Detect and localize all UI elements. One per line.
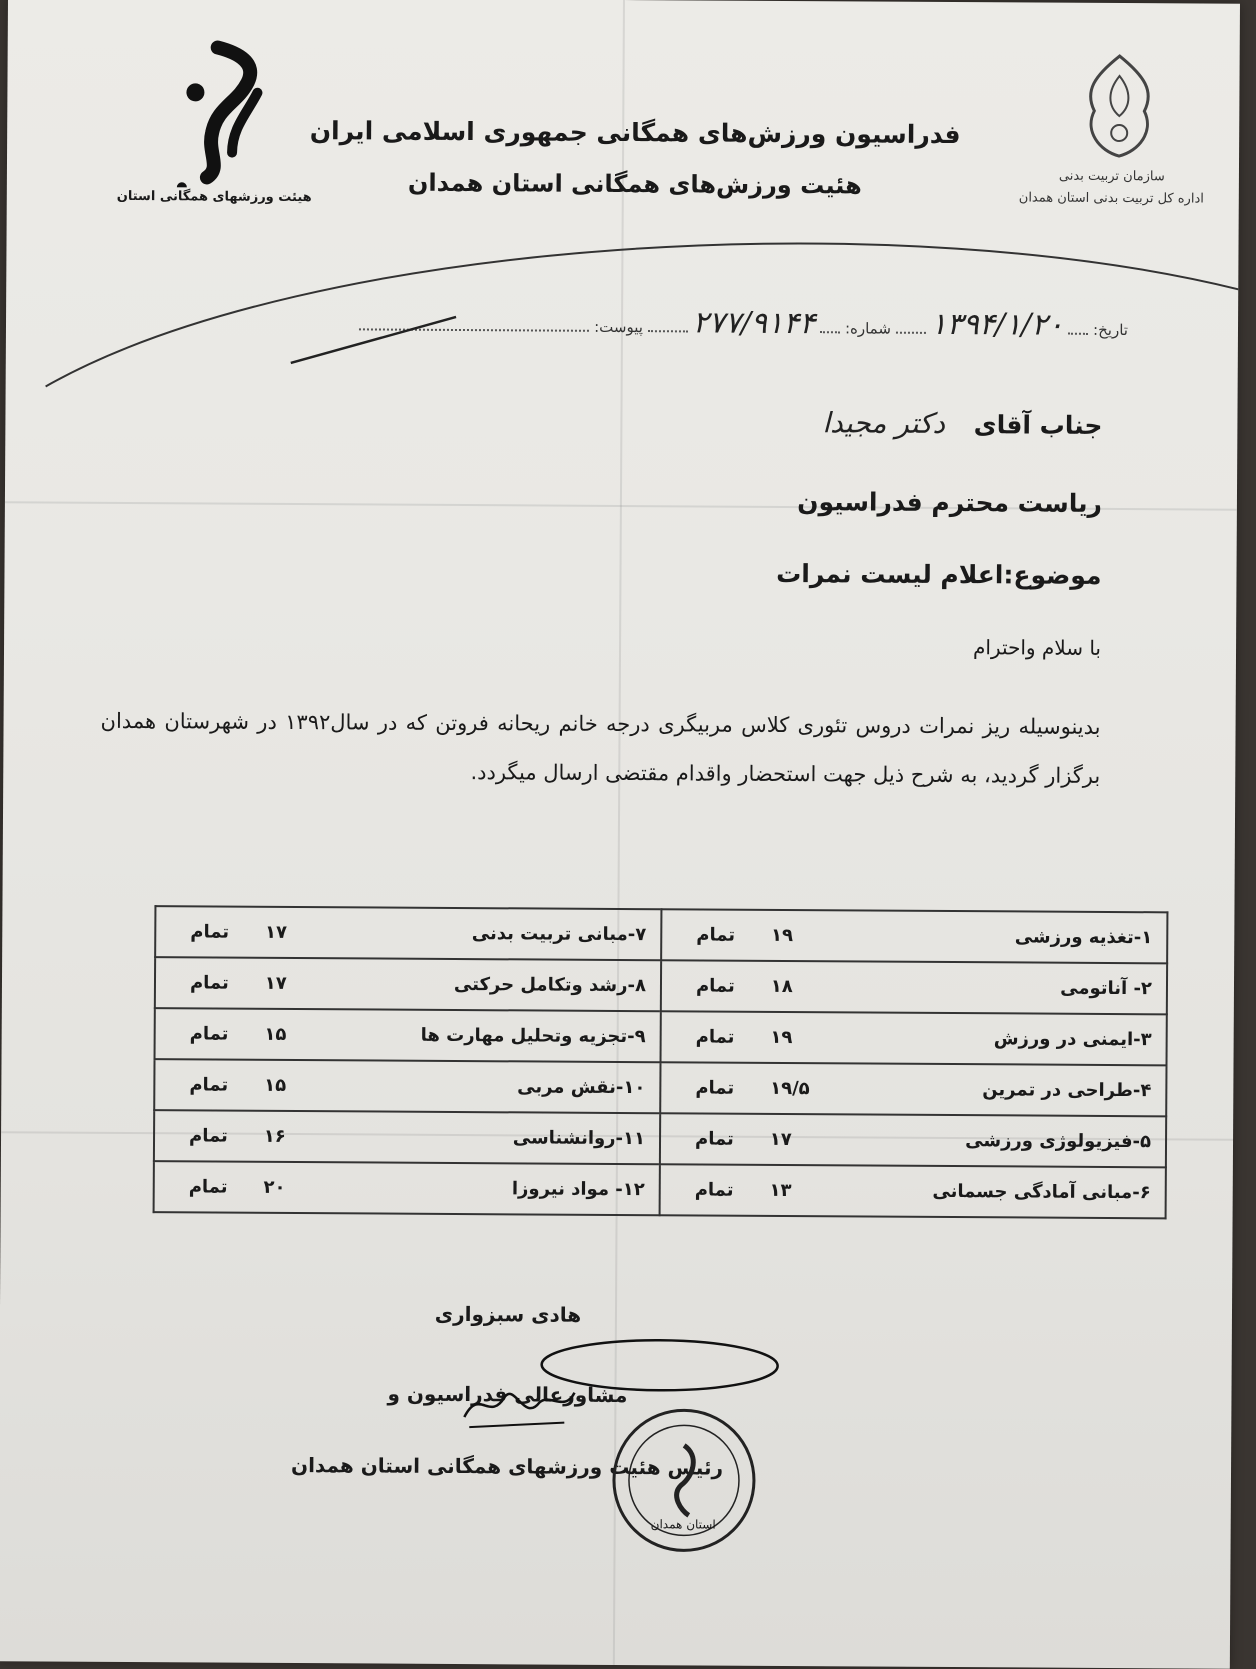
stamp-text: استان همدان <box>650 1517 716 1532</box>
organization-caption: سازمان تربیت بدنی <box>1058 168 1165 185</box>
table-row <box>154 1161 1166 1218</box>
stamp-icon <box>609 1405 760 1556</box>
score-unit: تمام <box>189 1074 229 1096</box>
course-score: ۱۶ <box>263 1125 286 1147</box>
course-score: ۱۹ <box>770 1026 793 1049</box>
course-score: ۱۷ <box>265 921 288 943</box>
course-score: ۱۹ <box>771 924 794 947</box>
course-name: ۱۲- مواد نیروزا <box>511 1178 645 1201</box>
signatory-role-full: رئیس هئیت ورزشهای همگانی استان همدان <box>290 1452 724 1480</box>
course-name: ۷-مبانی تربیت بدنی <box>471 923 647 946</box>
course-name: ۵-فیزیولوژی ورزشی <box>965 1130 1152 1153</box>
score-unit: تمام <box>694 1179 734 1201</box>
course-name: ۱۱-روانشناسی <box>512 1127 646 1150</box>
board-logo-caption: هیئت ورزشهای همگانی استان <box>116 188 312 206</box>
course-name: ۸-رشد وتکامل حرکتی <box>453 973 647 997</box>
letter-body: بدینوسیله ریز نمرات دروس تئوری کلاس مربیگری درجه خانم ریحانه فروتن که در سال۱۳۹۲ در شهرستان همدان برگزار گردید، به شرح ذیل جهت استحضار واقدام مقتضی ارسال میگردد. <box>100 708 1101 788</box>
grades-table <box>153 905 1169 1219</box>
course-name: ۲- آناتومی <box>1060 977 1153 1000</box>
board-title: هئیت ورزش‌های همگانی استان همدان <box>407 168 862 200</box>
date-value: ۱۳۹۴/۱/۲۰ <box>930 306 1064 343</box>
course-score: ۱۳ <box>769 1179 792 1202</box>
recipient-name: دکتر مجیدا <box>822 406 946 440</box>
organization-caption-sub: اداره کل تربیت بدنی استان همدان <box>1018 190 1204 207</box>
score-unit: تمام <box>694 1128 734 1150</box>
score-unit: تمام <box>190 921 230 943</box>
course-score: ۱۵ <box>264 1023 287 1045</box>
table-row <box>154 1059 1166 1116</box>
course-score: ۲۰ <box>263 1176 286 1198</box>
score-unit: تمام <box>695 1077 735 1099</box>
course-name: ۳-ایمنی در ورزش <box>993 1028 1152 1051</box>
letter-subject: موضوع:اعلام لیست نمرات <box>776 558 1102 590</box>
course-name: ۴-طراحی در تمرین <box>982 1079 1152 1102</box>
course-score: ۱۷ <box>264 972 287 994</box>
course-name: ۱-تغذیه ورزشی <box>1014 926 1153 949</box>
recipient-salutation: جناب آقای دکتر مجیدا <box>822 406 1103 440</box>
table-row <box>154 1110 1166 1167</box>
number-label: شماره: <box>844 319 892 338</box>
score-unit: تمام <box>695 1026 735 1048</box>
table-row <box>155 906 1167 963</box>
header-arc <box>6 196 1240 404</box>
course-name: ۶-مبانی آمادگی جسمانی <box>932 1180 1151 1204</box>
signatory-role: مشاورعالی فدراسیون و <box>387 1381 628 1408</box>
greeting: با سلام واحترام <box>972 635 1102 660</box>
board-logo-icon <box>107 37 328 188</box>
recipient-rank: ریاست محترم فدراسیون <box>797 487 1103 518</box>
number-value: ۲۷۷/۹۱۴۴ <box>692 305 816 342</box>
signatory-name: هادی سبزواری <box>434 1301 582 1327</box>
table-row <box>155 957 1167 1014</box>
handwritten-signature <box>454 1377 584 1438</box>
course-score: ۱۸ <box>770 975 793 998</box>
score-unit: تمام <box>188 1176 228 1198</box>
score-unit: تمام <box>189 1023 229 1045</box>
course-score: ۱۵ <box>264 1074 287 1096</box>
attachment-label: پیوست: <box>594 317 644 337</box>
score-unit: تمام <box>696 924 736 946</box>
letter-meta <box>359 303 1128 343</box>
score-unit: تمام <box>188 1125 228 1147</box>
course-score: ۱۷ <box>769 1128 792 1151</box>
official-stamp <box>609 1405 760 1556</box>
course-score: ۱۹/۵ <box>770 1077 810 1100</box>
date-label: تاریخ: <box>1093 320 1129 340</box>
course-name: ۹-تجزیه وتحلیل مهارت ها <box>420 1024 646 1048</box>
score-unit: تمام <box>695 975 735 997</box>
federation-title: فدراسیون ورزش‌های همگانی جمهوری اسلامی ایران <box>309 116 961 150</box>
table-row <box>155 1008 1167 1065</box>
course-name: ۱۰-نقش مربی <box>517 1076 646 1099</box>
score-unit: تمام <box>189 972 229 994</box>
pen-stroke <box>286 308 466 369</box>
